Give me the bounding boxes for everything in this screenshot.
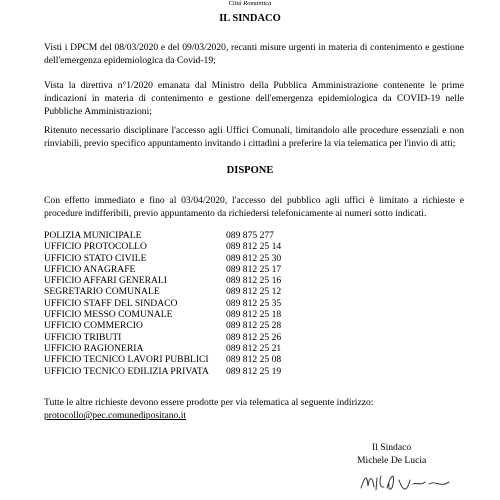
office-phone: 089 812 25 16	[226, 275, 282, 287]
dispone-heading: DISPONE	[226, 165, 274, 176]
pec-email-link[interactable]: protocollo@pec.comunedipositano.it	[44, 410, 187, 421]
office-phone: 089 875 277	[226, 230, 274, 241]
paragraph-dispone: Con effetto immediato e fino al 03/04/2020, l'accesso del pubblico agli uffici è limitato a richieste e procedure indifferibili, previo appuntamento da richiedersi telefonicamente ai numeri sotto indicati.	[44, 195, 464, 219]
contact-row	[44, 253, 304, 264]
office-name: SEGRETARIO COMUNALE	[44, 286, 160, 298]
office-name: UFFICIO STAFF DEL SINDACO	[44, 297, 178, 309]
office-name: UFFICIO PROTOCOLLO	[44, 241, 147, 253]
contact-list	[44, 230, 304, 377]
signature-role: Il Sindaco	[372, 442, 412, 453]
contact-row	[44, 298, 304, 309]
contact-row	[44, 354, 304, 365]
office-name: UFFICIO AFFARI GENERALI	[44, 275, 167, 287]
office-phone: 089 812 25 19	[226, 365, 282, 377]
contact-row	[44, 332, 304, 343]
paragraph-vista: Vista la direttiva n°1/2020 emanata dal Ministro della Pubblica Amministrazione contenente le prime indicazioni in materia di contenimento e gestione dell'emergenza epidemiologica da COVID-19 nelle Pubbliche Amministrazioni;	[44, 80, 464, 117]
paragraph-visti: Visti i DPCM del 08/03/2020 e del 09/03/2020, recanti misure urgenti in materia di contenimento e gestione dell'emergenza epidemiologica da Covid-19;	[44, 42, 464, 66]
paragraph-closing: Tutte le altre richieste devono essere prodotte per via telematica al seguente indirizzo:	[44, 397, 374, 408]
office-phone: 089 812 25 26	[226, 331, 282, 343]
office-name: UFFICIO MESSO COMUNALE	[44, 309, 173, 321]
contact-row	[44, 320, 304, 331]
signature-name: Michele De Lucia	[357, 455, 427, 466]
office-name: UFFICIO COMMERCIO	[44, 320, 143, 332]
paragraph-ritenuto: Ritenuto necessario disciplinare l'accesso agli Uffici Comunali, limitandolo alle procedure essenziali e non rinviabili, previo specifico appuntamento invitando i cittadini a preferire la via telematica per l'invio di atti;	[44, 125, 464, 149]
office-name: UFFICIO TECNICO EDILIZIA PRIVATA	[44, 365, 209, 377]
contact-row	[44, 343, 304, 354]
office-phone: 089 812 25 08	[226, 354, 282, 366]
office-name: POLIZIA MUNICIPALE	[44, 230, 142, 241]
office-phone: 089 812 25 30	[226, 252, 282, 264]
office-phone: 089 812 25 18	[226, 309, 282, 321]
contact-row	[44, 366, 304, 377]
office-name: UFFICIO STATO CIVILE	[44, 252, 147, 264]
office-phone: 089 812 25 17	[226, 263, 282, 275]
office-name: UFFICIO RAGIONERIA	[44, 342, 144, 354]
contact-row	[44, 286, 304, 297]
contact-row	[44, 309, 304, 320]
contact-row	[44, 264, 304, 275]
office-phone: 089 812 25 35	[226, 297, 282, 309]
city-motto: Città Romantica	[228, 0, 272, 7]
office-name: UFFICIO TRIBUTI	[44, 331, 122, 343]
office-phone: 089 812 25 28	[226, 320, 282, 332]
handwritten-signature	[355, 466, 455, 496]
contact-row	[44, 241, 304, 252]
page-title: IL SINDACO	[219, 13, 281, 24]
office-phone: 089 812 25 21	[226, 342, 282, 354]
office-phone: 089 812 25 12	[226, 286, 282, 298]
office-phone: 089 812 25 14	[226, 241, 282, 253]
contact-row	[44, 230, 304, 241]
contact-row	[44, 275, 304, 286]
office-name: UFFICIO TECNICO LAVORI PUBBLICI	[44, 354, 209, 366]
office-name: UFFICIO ANAGRAFE	[44, 263, 136, 275]
